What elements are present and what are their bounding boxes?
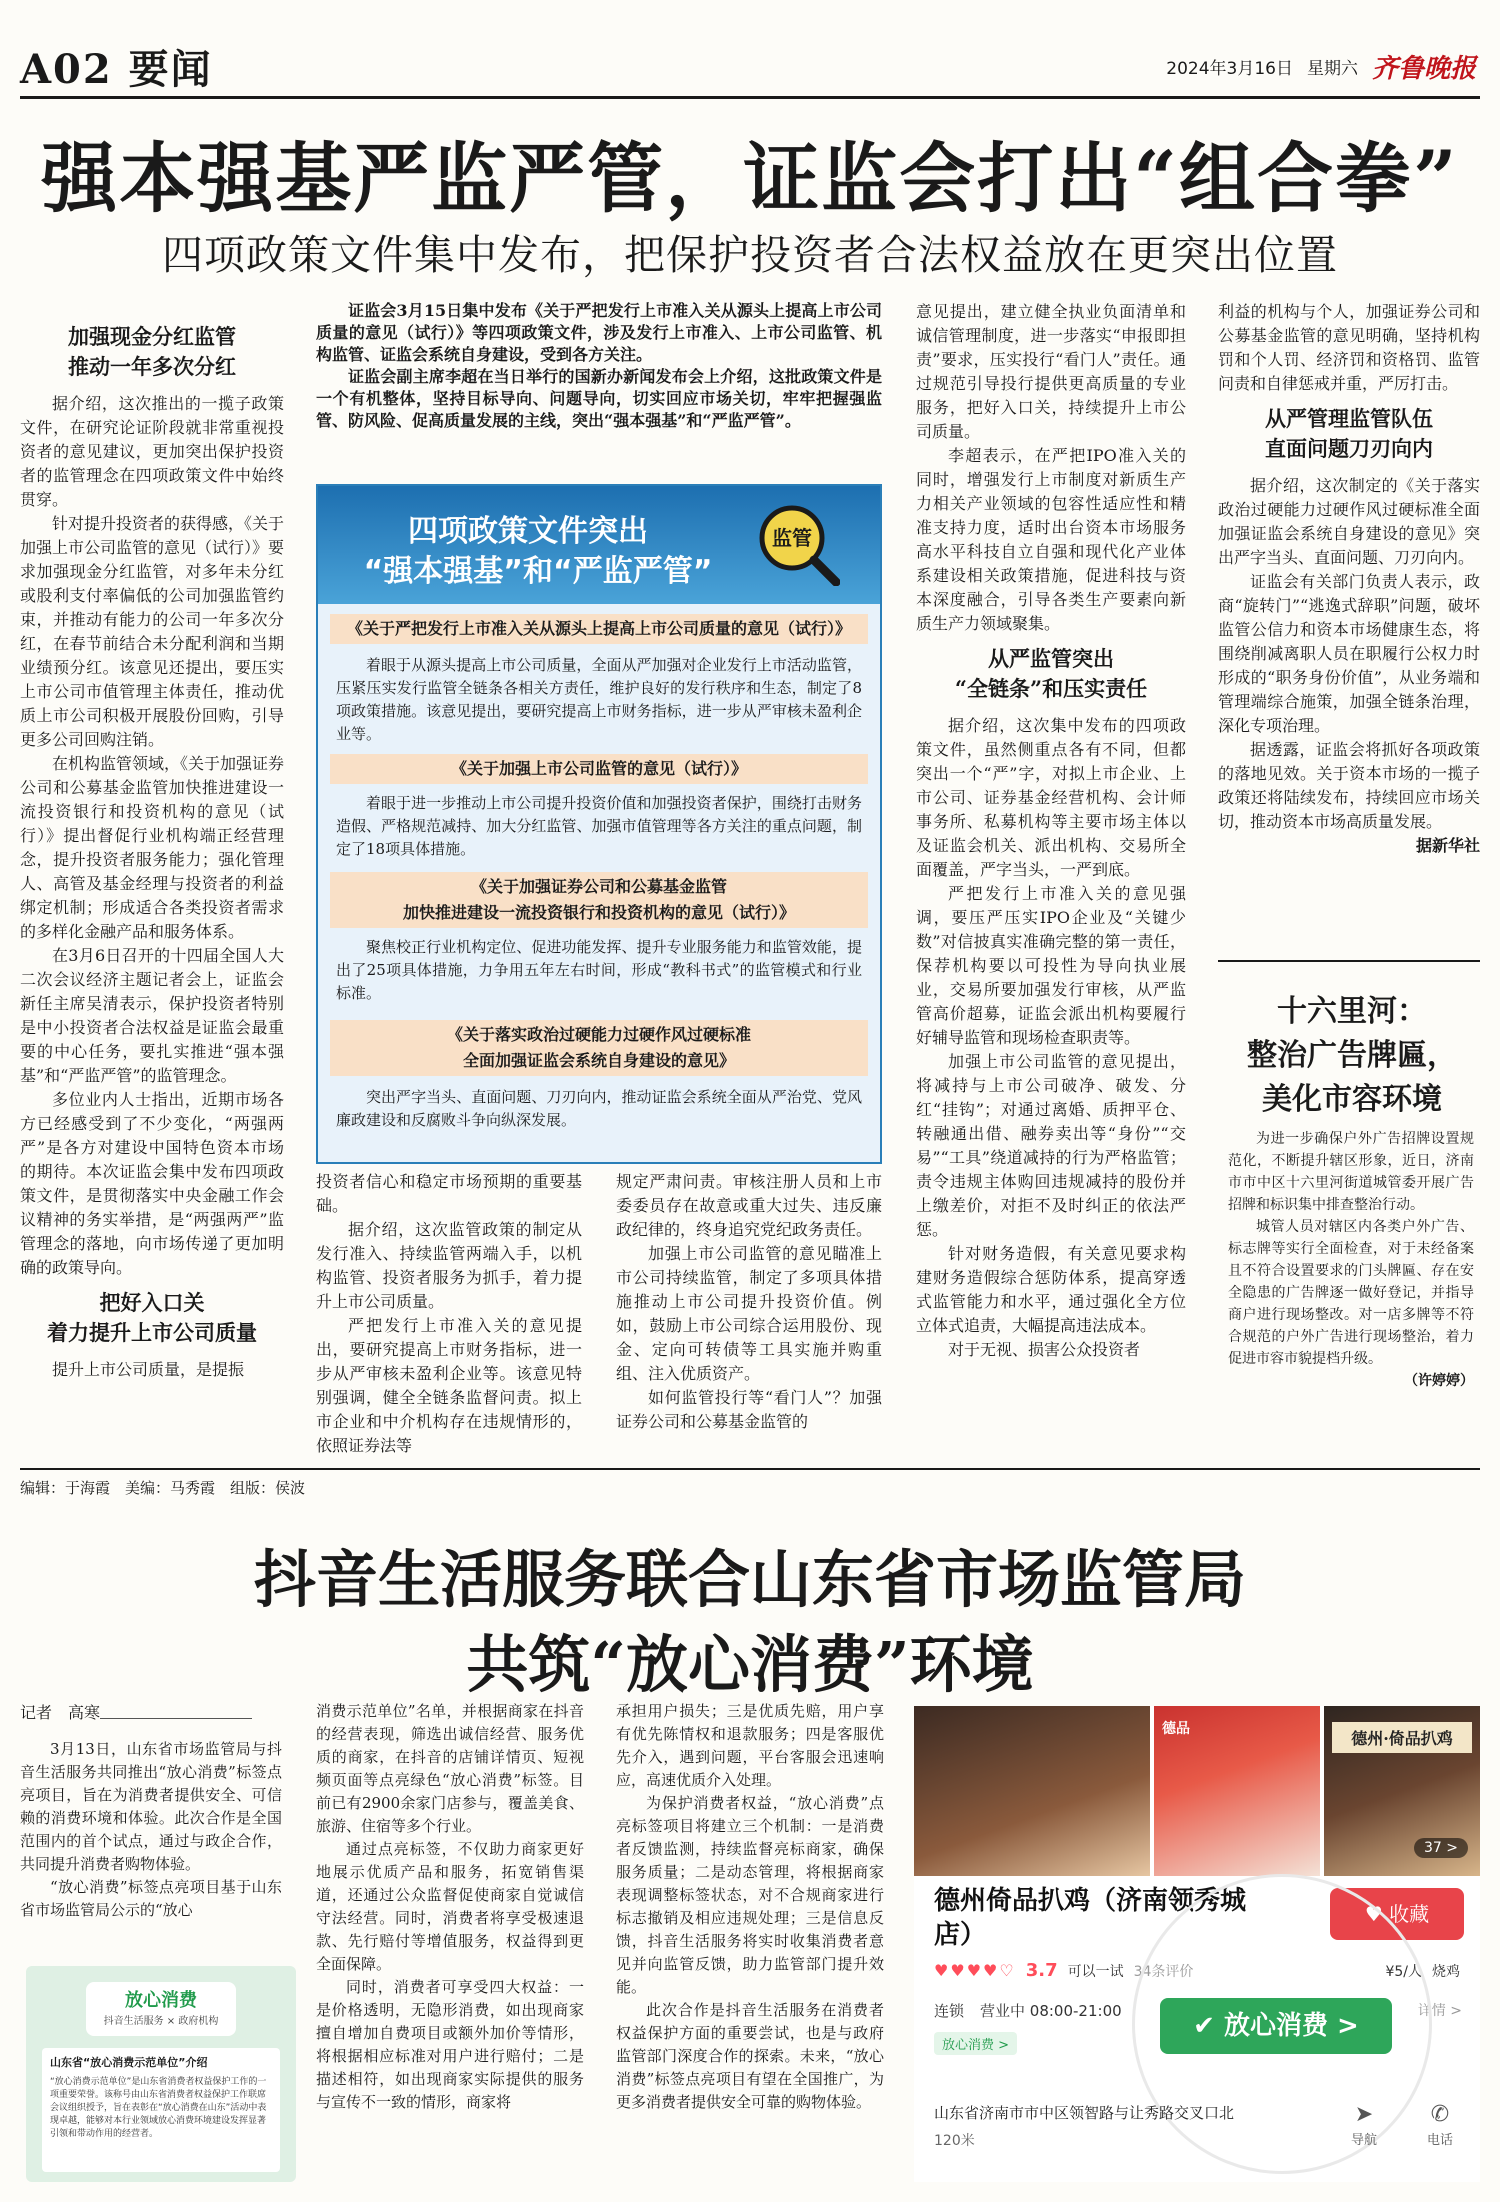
paragraph: 为保护消费者权益，“放心消费”点亮标签项目将建立三个机制：一是消费者反馈监测，持续监督亮标商家，确保服务质量；二是动态管理，将根据商家表现调整标签状态，对不合规商家进行标志撤销及相应违规处理；三是信息反馈，抖音生活服务将实时收集消费者意见并向监管反馈，助力监管部门提升效能。 <box>616 1794 884 1996</box>
fangxin-badge-label: 放心消费 <box>125 1990 197 2011</box>
paragraph: 此次合作是抖音生活服务在消费者权益保护方面的重要尝试，也是与政府监管部门深度合作的探索。未来，“放心消费”标签点亮项目有望在全国推广，为更多消费者提供安全可靠的购物体验。 <box>616 2001 884 2111</box>
paragraph: 多位业内人士指出，近期市场各方已经感受到了不少变化，“两强两严”是各方对建设中国特色资本市场的期待。本次证监会集中发布四项政策文件，是贯彻落实中央金融工作会议精神的务实举措，是“两强两严”监管理念的落地，向市场传递了更加明确的政策导向。 <box>20 1090 284 1277</box>
paragraph: 投资者信心和稳定市场预期的重要基础。 <box>316 1172 582 1215</box>
paragraph: 在机构监管领域，《关于加强证券公司和公募基金监管加快推进建设一流投资银行和投资机构的意见（试行）》提出督促行业机构端正经营理念，提升投资者服务能力；强化管理人、高管及基金经理与投资者的利益绑定机制；形成适合各类投资者需求的多样化金融产品和服务体系。 <box>20 754 284 941</box>
article1-lead <box>316 300 882 476</box>
review-count[interactable]: 34条评价 <box>1133 1963 1194 1980</box>
paragraph: 据透露，证监会将抓好各项政策的落地见效。关于资本市场的一揽子政策还将陆续发布，持续回应市场关切，推动资本市场高质量发展。 <box>1218 740 1480 831</box>
paragraph: 李超表示，在严把IPO准入关的同时，增强发行上市制度对新质生产力相关产业领域的包容性适应性和精准支持力度，适时出台资本市场服务高水平科技自立自强和现代化产业体系建设相关政策措施，促进科技与资本深度融合，引导各类生产要素向新质生产力领域聚集。 <box>916 446 1186 633</box>
side-article-title: 十六里河： 整治广告牌匾， 美化市容环境 <box>1247 994 1457 1117</box>
shop-photo-2 <box>1154 1706 1320 1876</box>
paragraph: 严把发行上市准入关的意见提出，要研究提高上市财务指标，进一步从严审核未盈利企业等。该意见特别强调，健全全链条监督问责。拟上市企业和中介机构存在违规情形的，依照证券法等 <box>316 1316 582 1455</box>
side-article-body <box>1228 1128 1474 1392</box>
paragraph: 加强上市公司监管的意见提出，将减持与上市公司破净、破发、分红“挂钩”；对通过离婚、质押平仓、转融通出借、融券卖出等“身份”“交易”“工具”绕道减持的行为严格监管；责令违规主体购回违规减持的股份并上缴差价，对拒不及时纠正的依法严惩。 <box>916 1052 1186 1239</box>
article2-col1 <box>20 1738 282 1958</box>
paragraph: 加强上市公司监管的意见瞄准上市公司持续监管，制定了多项具体措施推动上市公司提升投资价值。例如，鼓励上市公司综合运用股份、现金、定向可转债等工具实施并购重组、注入优质资产。 <box>616 1244 882 1383</box>
infobox-title-line1: 四项政策文件突出 <box>408 514 648 549</box>
subhead: 从严监管突出 “全链条”和压实责任 <box>954 646 1148 701</box>
shop-category: 烧鸡 <box>1432 1963 1460 1980</box>
paragraph: 针对提升投资者的获得感，《关于加强上市公司监管的意见（试行）》要求加强现金分红监管，对多年未分红或股利支付率偏低的公司加强监管约束，并推动有能力的公司一年多次分红，在春节前结合未分配利润和当期业绩预分红。该意见还提出，要压实上市公司市值管理主体责任，推动优质上市公司积极开展股份回购，引导更多公司回购注销。 <box>20 514 284 749</box>
magnifier-icon <box>754 500 840 586</box>
navigate-button[interactable] <box>1334 2102 1394 2148</box>
fangxin-tag[interactable]: 放心消费 > <box>934 2032 1017 2055</box>
section-label: A02 要闻 <box>20 46 213 93</box>
paper-logo: 齐鲁晚报 <box>1371 54 1476 84</box>
paragraph: 同时，消费者可享受四大权益：一是价格透明，无隐形消费，如出现商家擅自增加自费项目或额外加价等情形，将根据相应标准对用户进行赔付；二是描述相符，如出现商家实际提供的服务与宣传不一致的情形，商家将 <box>316 1978 584 2111</box>
paragraph: 在3月6日召开的十四届全国人大二次会议经济主题记者会上，证监会新任主席吴清表示，保护投资者特别是中小投资者合法权益是证监会最重要的中心任务，要扎实推进“强本强基”和“严监严管”的监管理念。 <box>20 946 284 1085</box>
paragraph: 严把发行上市准入关的意见强调，要压严压实IPO企业及“关键少数”对信披真实准确完整的第一责任，保荐机构要以可投性为导向执业展业，交易所要加强发行审核，从严监管高价超募，证监会派出机构要履行好辅导监管和现场检查职责等。 <box>916 884 1186 1047</box>
paragraph: 如何监管投行等“看门人”？加强证券公司和公募基金监管的 <box>616 1388 882 1431</box>
article2-col2 <box>316 1700 584 2182</box>
shop-sign: 德品 <box>1162 1721 1190 1737</box>
subhead: 把好入口关 着力提升上市公司质量 <box>47 1290 257 1345</box>
paragraph: 消费示范单位”名单，并根据商家在抖音的经营表现，筛选出诚信经营、服务优质的商家，在抖音的店铺详情页、短视频页面等点亮绿色“放心消费”标签。目前已有2900余家门店参与，覆盖美食、旅游、住宿等多个行业。 <box>316 1702 584 1835</box>
chain-label: 连锁 <box>934 2002 965 2020</box>
shop-address: 山东省济南市市中区领智路与让秀路交叉口北 <box>934 2104 1235 2122</box>
main-subheadline: 四项政策文件集中发布，把保护投资者合法权益放在更突出位置 <box>162 231 1338 279</box>
policy-body: 着眼于进一步推动上市公司提升投资价值和加强投资者保护，围绕打击财务造假、严格规范减持、加大分红监管、加强市值管理等各方关注的重点问题，制定了18项具体措施。 <box>336 794 862 858</box>
lead-paragraph: 证监会副主席李超在当日举行的国新办新闻发布会上介绍，这批政策文件是一个有机整体，坚持目标导向、问题导向，切实回应市场关切，牢牢把握强监管、防风险、促高质量发展的主线，突出“强本强基”和“严监严管”。 <box>316 367 882 430</box>
shop-photo-1 <box>914 1706 1150 1876</box>
paragraph: 规定严肃问责。审核注册人员和上市委委员存在故意或重大过失、违反廉政纪律的，终身追究党纪政务责任。 <box>616 1172 882 1239</box>
second-headline-line2: 共筑“放心消费”环境 <box>466 1628 1034 1701</box>
policy-infobox <box>316 484 882 1164</box>
paragraph: 意见提出，建立健全执业负面清单和诚信管理制度，进一步落实“申报即担责”要求，压实投行“看门人”责任。通过规范引导投行提供更高质量的专业服务，把好入口关，持续提升上市公司质量。 <box>916 302 1186 441</box>
side-article-rule <box>1218 960 1480 962</box>
app-screenshot <box>914 1706 1480 2182</box>
paragraph: 对于无视、损害公众投资者 <box>948 1340 1141 1359</box>
editor-credits: 编辑：于海霞 美编：马秀霞 组版：侯波 <box>20 1479 306 1497</box>
source-credit: 据新华社 <box>1415 836 1480 855</box>
price-per-person: ¥5/人 <box>1385 1963 1422 1980</box>
shop-sign: 德州·倚品扒鸡 <box>1332 1722 1472 1753</box>
article1-col3 <box>616 1170 882 1460</box>
call-label: 电话 <box>1426 2133 1453 2148</box>
heart-icon: ♥ <box>1364 1902 1390 1926</box>
main-headline: 强本强基严监严管，证监会打出“组合拳” <box>41 134 1459 223</box>
rating-hearts-icon: ♥♥♥♥♡ <box>934 1961 1016 1980</box>
infobox-header <box>318 486 880 604</box>
subhead: 从严管理监管队伍 直面问题刀刃向内 <box>1265 406 1433 461</box>
favorite-label: 收藏 <box>1389 1902 1430 1926</box>
article1-col1 <box>20 314 284 1460</box>
subhead: 加强现金分红监管 推动一年多次分红 <box>68 324 236 379</box>
article1-col5 <box>1218 300 1480 940</box>
call-button[interactable] <box>1410 2102 1470 2148</box>
policy-body: 聚焦校正行业机构定位、促进功能发挥、提升专业服务能力和监管效能，提出了25项具体措施，力争用五年左右时间，形成“教科书式”的监管模式和行业标准。 <box>336 938 862 1002</box>
shield-check-icon: ✔ <box>1193 2011 1224 2041</box>
fangxin-intro-card <box>26 1966 296 2182</box>
fangxin-intro-body: “放心消费示范单位”是山东省消费者权益保护工作的一项重要荣誉。该称号由山东省消费者权益保护工作联席会议组织授予，旨在表彰在“放心消费在山东”活动中表现卓越，能够对本行业领域放心消费环境建设发挥显著引领和带动作用的经营者。 <box>50 2077 267 2139</box>
fangxin-intro-title: 山东省“放心消费示范单位”介绍 <box>50 2056 208 2069</box>
paragraph: 据介绍，这次推出的一揽子政策文件，在研究论证阶段就非常重视投资者的意见建议，更加突出保护投资者的监管理念在四项政策文件中始终贯穿。 <box>20 394 284 509</box>
paragraph: 3月13日，山东省市场监管局与抖音生活服务共同推出“放心消费”标签点亮项目，旨在为消费者提供安全、可信赖的消费环境和体验。此次合作是全国范围内的首个试点，通过与政企合作，共同提升消费者购物体验。 <box>20 1740 282 1873</box>
policy-title: 《关于加强上市公司监管的意见（试行）》 <box>330 754 868 784</box>
second-headline-line1: 抖音生活服务联合山东省市场监管局 <box>253 1543 1246 1616</box>
magnifier-label: 监管 <box>772 526 812 550</box>
lead-paragraph: 证监会3月15日集中发布《关于严把发行上市准入关从源头上提高上市公司质量的意见（试行）》等四项政策文件，涉及发行上市准入、上市公司监管、机构监管、证监会系统自身建设，受到各方关注。 <box>316 301 882 364</box>
navigate-label: 导航 <box>1350 2133 1377 2148</box>
reporter-byline: 记者 高寒 <box>20 1703 101 1722</box>
paragraph: “放心消费”标签点亮项目基于山东省市场监管局公示的“放心 <box>20 1878 282 1919</box>
issue-weekday: 星期六 <box>1306 59 1358 79</box>
paragraph: 承担用户损失；三是优质先赔，用户享有优先陈情权和退款服务；四是客服优先介入，遇到问题，平台客服会迅速响应，高速优质介入处理。 <box>616 1702 884 1789</box>
paragraph: 提升上市公司质量，是提振 <box>52 1360 245 1379</box>
fangxin-badge-sub: 抖音生活服务 × 政府机构 <box>103 2016 219 2027</box>
infobox-title-line2: “强本强基”和“严监严管” <box>363 554 713 589</box>
shop-distance: 120米 <box>934 2133 975 2149</box>
status-row <box>934 2000 1122 2021</box>
policy-body: 突出严字当头、直面问题、刀刃向内，推动证监会系统全面从严治党、党风廉政建设和反腐败斗争向纵深发展。 <box>336 1088 862 1129</box>
paragraph: 据介绍，这次制定的《关于落实政治过硬能力过硬作风过硬标准全面加强证监会系统自身建设的意见》突出严字当头、直面问题、刀刃向内。 <box>1218 476 1480 567</box>
detail-link[interactable]: 详情 > <box>1417 2003 1462 2019</box>
navigation-arrow-icon: ➤ <box>1354 2102 1374 2127</box>
fangxin-badge-large[interactable] <box>1160 1998 1392 2054</box>
policy-title: 《关于加强证券公司和公募基金监管 加快推进建设一流投资银行和投资机构的意见（试行）》 <box>330 872 868 928</box>
policy-title: 《关于落实政治过硬能力过硬作风过硬标准 全面加强证监会系统自身建设的意见》 <box>330 1020 868 1076</box>
paragraph: 通过点亮标签，不仅助力商家更好地展示优质产品和服务，拓宽销售渠道，还通过公众监督促使商家自觉诚信守法经营。同时，消费者将享受极速退款、先行赔付等增值服务，权益得到更全面保障。 <box>316 1840 584 1973</box>
header-rule <box>20 96 1480 99</box>
fangxin-badge <box>86 1982 236 2036</box>
side-article-credit: （许婷婷） <box>1404 1373 1474 1389</box>
paragraph: 为进一步确保户外广告招牌设置规范化，不断提升辖区形象，近日，济南市市中区十六里河街道城管委开展广告招牌和标识集中排查整治行动。 <box>1228 1131 1474 1213</box>
byline-rule <box>100 1718 252 1719</box>
paragraph: 据介绍，这次监管政策的制定从发行准入、持续监管两端入手，以机构监管、投资者服务为抓手，着力提升上市公司质量。 <box>316 1220 582 1311</box>
rating-note: 可以一试 <box>1067 1963 1124 1980</box>
issue-date: 2024年3月16日 <box>1166 59 1293 79</box>
masthead-info <box>1166 48 1476 85</box>
phone-icon: ✆ <box>1430 2102 1450 2127</box>
photo-count-badge[interactable]: 37 > <box>1414 1838 1468 1858</box>
paragraph: 针对财务造假，有关意见要求构建财务造假综合惩防体系，提高穿透式监管能力和水平，通过强化全方位立体式追责，大幅提高违法成本。 <box>916 1244 1186 1335</box>
shop-name: 德州倚品扒鸡（济南领秀城店） <box>934 1886 1247 1950</box>
paragraph: 利益的机构与个人，加强证券公司和公募基金监管的意见明确，坚持机构罚和个人罚、经济罚和资格罚、监管问责和自律惩戒并重，严厉打击。 <box>1218 302 1480 393</box>
article1-col2 <box>316 1170 582 1460</box>
policy-body: 着眼于从源头提高上市公司质量，全面从严加强对企业发行上市活动监管，压紧压实发行监管全链条各相关方责任，维护良好的发行秩序和生态，制定了8项政策措施。该意见提出，要研究提高上市财务指标，进一步从严审核未盈利企业等。 <box>336 656 862 743</box>
fangxin-badge-large-label: 放心消费 > <box>1224 2011 1359 2041</box>
article2-col3 <box>616 1700 884 2182</box>
policy-title: 《关于严把发行上市准入关从源头上提高上市公司质量的意见（试行）》 <box>330 614 868 644</box>
paragraph: 城管人员对辖区内各类户外广告、标志牌等实行全面检查，对于未经备案且不符合设置要求的门头牌匾、存在安全隐患的广告牌逐一做好登记，并指导商户进行现场整改。对一店多牌等不符合规范的户外广告进行现场整治，着力促进市容市貌提档升级。 <box>1228 1219 1474 1367</box>
article1-col4 <box>916 300 1186 1460</box>
paragraph: 证监会有关部门负责人表示，政商“旋转门”“逃逸式辞职”问题，破坏监管公信力和资本市场健康生态，将围绕削减离职人员在职履行公权力时形成的“职务身份价值”，从业务端和管理端综合施策，加强全链条治理，深化专项治理。 <box>1218 572 1480 735</box>
fangxin-intro-panel <box>42 2048 280 2172</box>
section-rule <box>20 1468 1480 1470</box>
paragraph: 据介绍，这次集中发布的四项政策文件，虽然侧重点各有不同，但都突出一个“严”字，对拟上市企业、上市公司、证券基金经营机构、会计师事务所、私募机构等主要市场主体以及证监会机关、派出机构、交易所全面覆盖，严字当头，一严到底。 <box>916 716 1186 879</box>
business-hours: 营业中 08:00-21:00 <box>980 2002 1122 2020</box>
rating-score: 3.7 <box>1025 1960 1058 1981</box>
